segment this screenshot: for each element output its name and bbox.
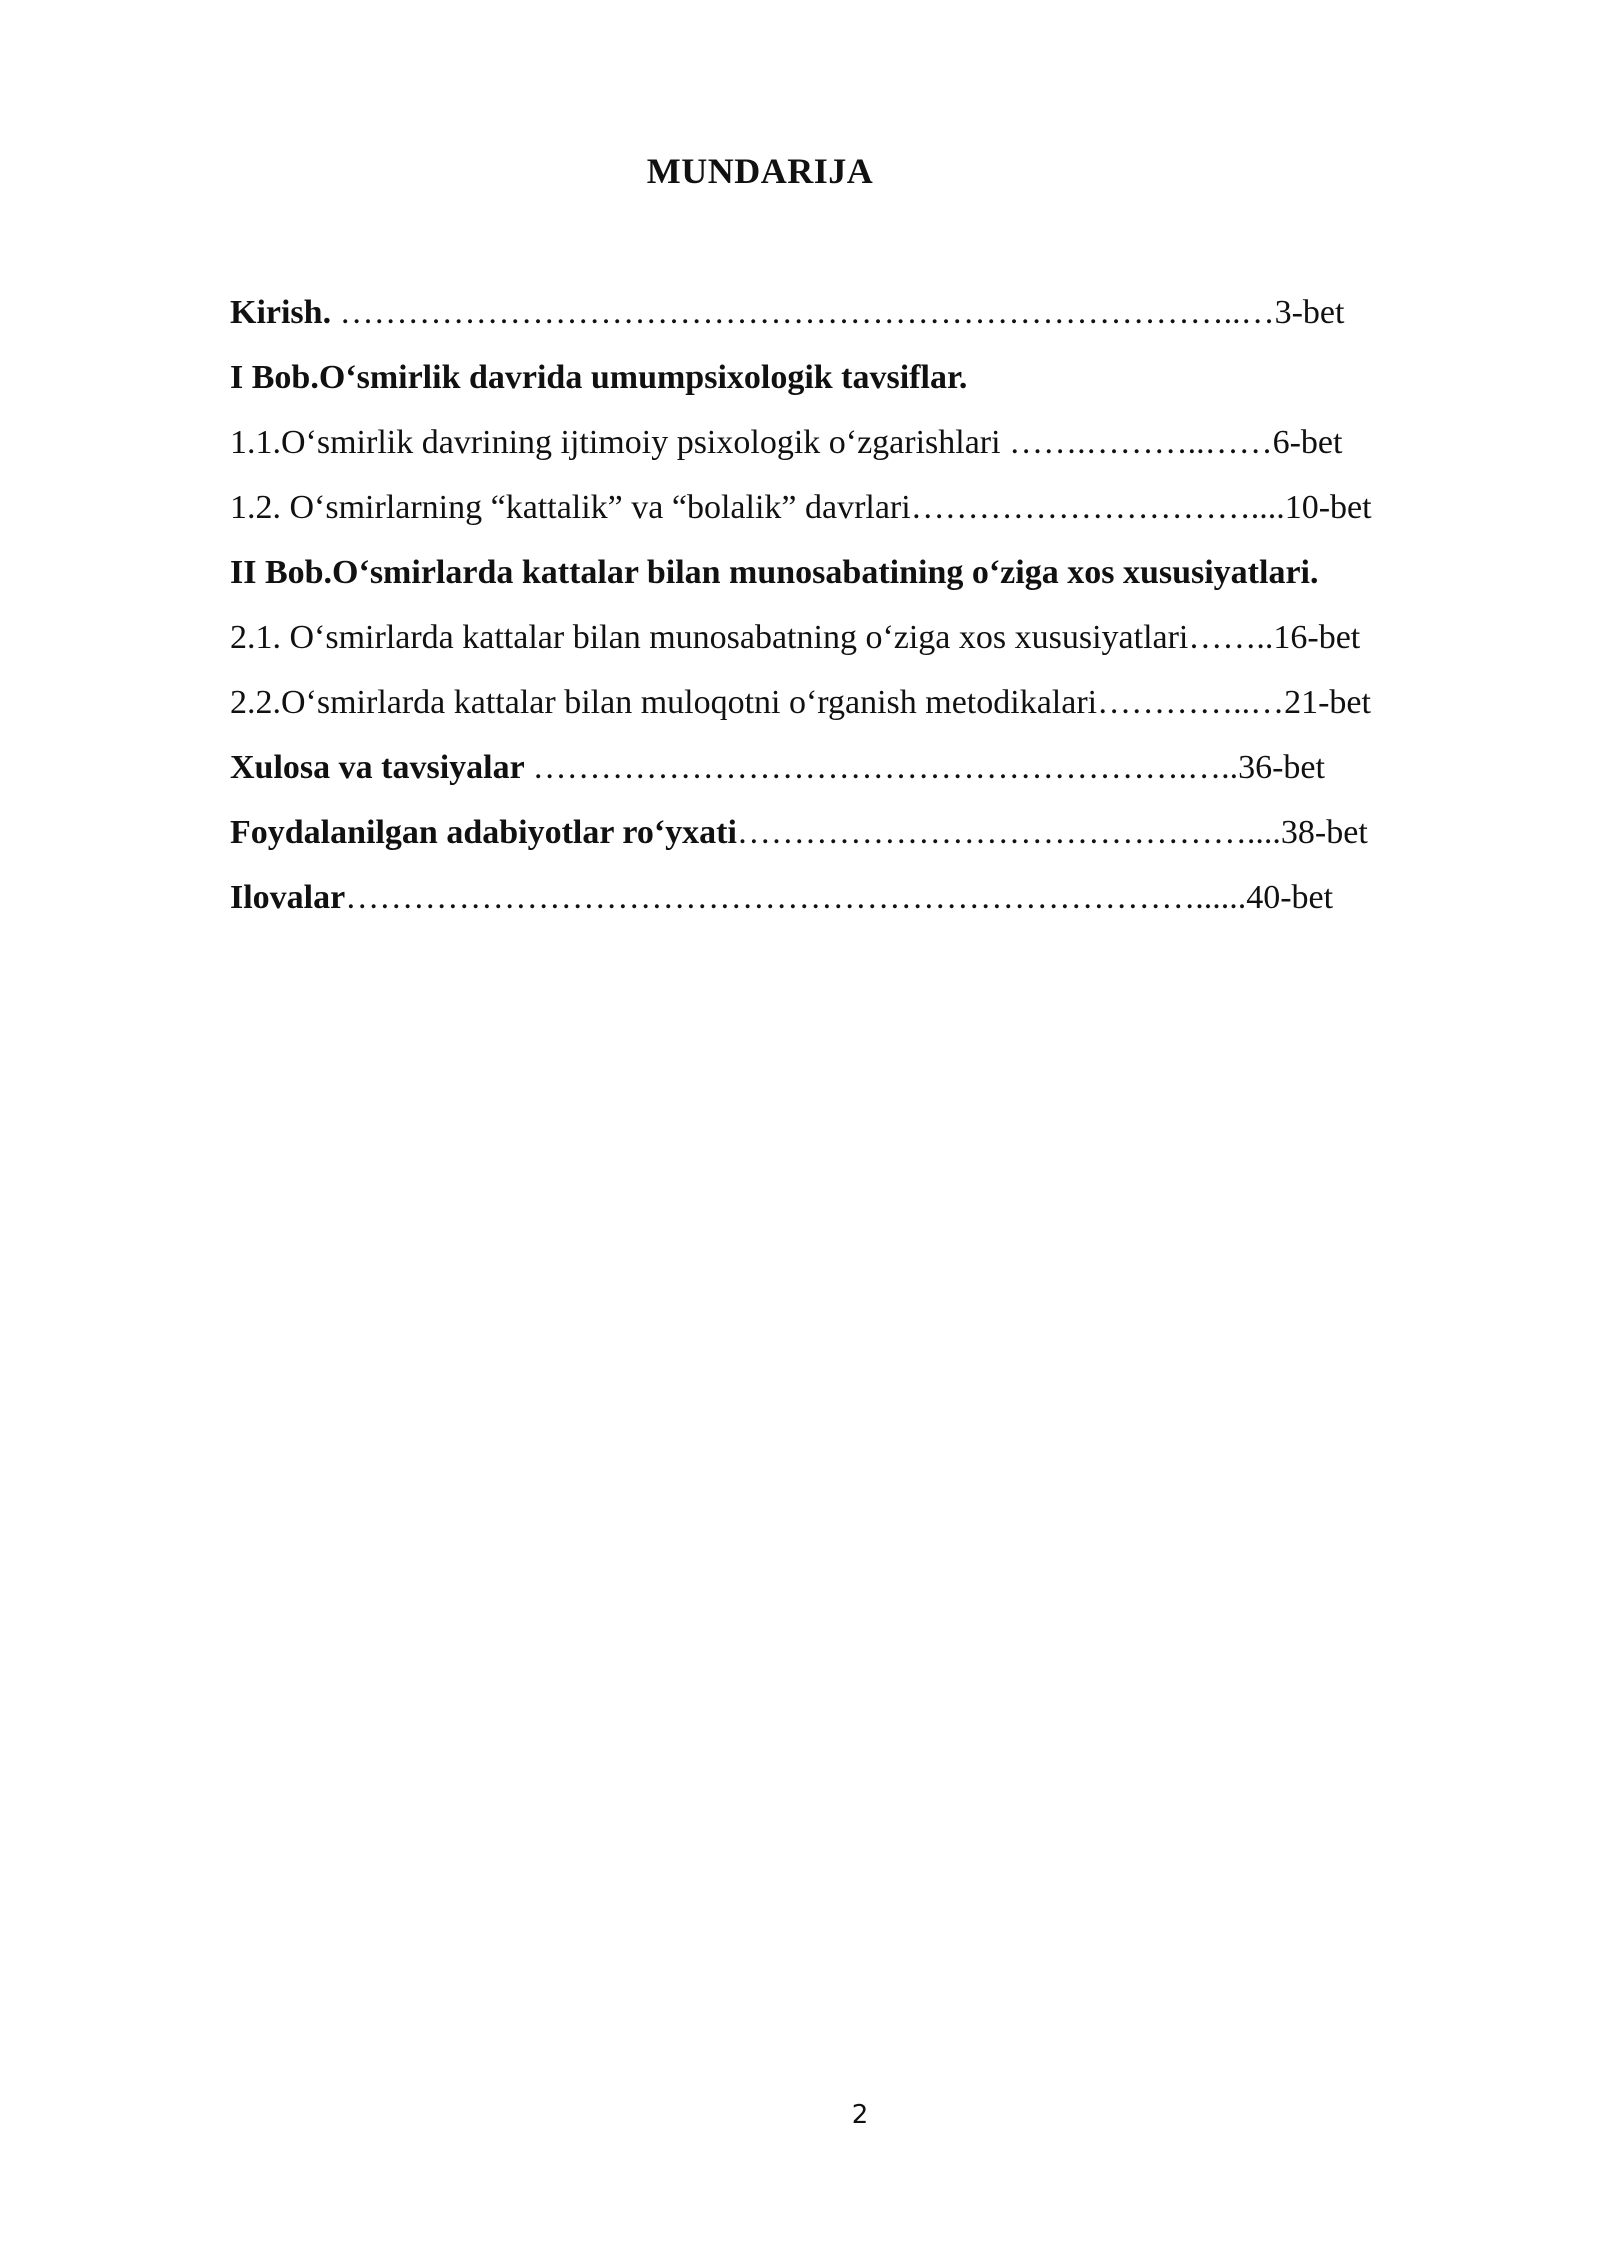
toc-entry-leader: …………………………………………………………………...... (345, 879, 1247, 916)
toc-entry-page: 40-bet (1246, 879, 1334, 916)
toc-entry-leader: ………………………………………………….….. (532, 749, 1239, 786)
toc-entry-page: 10-bet (1284, 489, 1372, 526)
toc-entry-references (230, 800, 1490, 865)
toc-entry-leader: ……………………………………………………………………..… (339, 294, 1275, 331)
toc-entry-leader: …….………..…… (1009, 424, 1273, 461)
toc-entry-section-1-2 (230, 475, 1490, 540)
toc-entry-section-2-2 (230, 670, 1490, 735)
toc-entry-introduction (230, 280, 1490, 345)
toc-entry-title: 1.2. O‘smirlarning “kattalik” va “bolalik” davrlari (230, 489, 911, 526)
toc-entry-leader: …………..… (1097, 684, 1285, 721)
toc-entry-page: 6-bet (1272, 424, 1343, 461)
toc-entry-leader: ……………………………………….... (736, 814, 1281, 851)
toc-entry-page: 3-bet (1274, 294, 1345, 331)
toc-entry-title: Kirish. (230, 294, 340, 331)
toc-entry-page: 16-bet (1273, 619, 1361, 656)
toc-entry-page: 36-bet (1238, 749, 1325, 786)
toc-entry-title: 2.2.O‘smirlarda kattalar bilan muloqotni o‘rganish metodikalari (230, 684, 1098, 721)
toc-entry-title: II Bob.O‘smirlarda kattalar bilan munosabatining o‘ziga xos xususiyatlari. (230, 554, 1319, 591)
toc-entry-page: 21-bet (1284, 684, 1371, 721)
toc-entry-title: 2.1. O‘smirlarda kattalar bilan munosabatning o‘ziga xos xususiyatlari (230, 619, 1189, 656)
toc-entry-leader: …….. (1188, 619, 1274, 656)
toc-entry-title: Foydalanilgan adabiyotlar ro‘yxati (230, 814, 737, 851)
toc-entry-leader: ………………………….... (910, 489, 1285, 526)
document-title: MUNDARIJA (646, 151, 874, 191)
toc-entry-title: I Bob.O‘smirlik davrida umumpsixologik tavsiflar. (230, 359, 968, 396)
page-number: 2 (851, 2100, 869, 2130)
toc-entry-section-1-1 (230, 410, 1490, 475)
toc-entry-title: 1.1.O‘smirlik davrining ijtimoiy psixologik o‘zgarishlari (230, 424, 1010, 461)
toc-entry-section-2-1 (230, 605, 1490, 670)
toc-entry-title: Ilovalar (230, 879, 346, 916)
toc-entry-chapter-2 (230, 540, 1490, 605)
toc-entry-chapter-1 (230, 345, 1490, 410)
table-of-contents (230, 280, 1490, 930)
toc-entry-appendices (230, 865, 1490, 930)
toc-entry-conclusion (230, 735, 1490, 800)
toc-entry-page: 38-bet (1280, 814, 1368, 851)
toc-entry-title: Xulosa va tavsiyalar (230, 749, 533, 786)
